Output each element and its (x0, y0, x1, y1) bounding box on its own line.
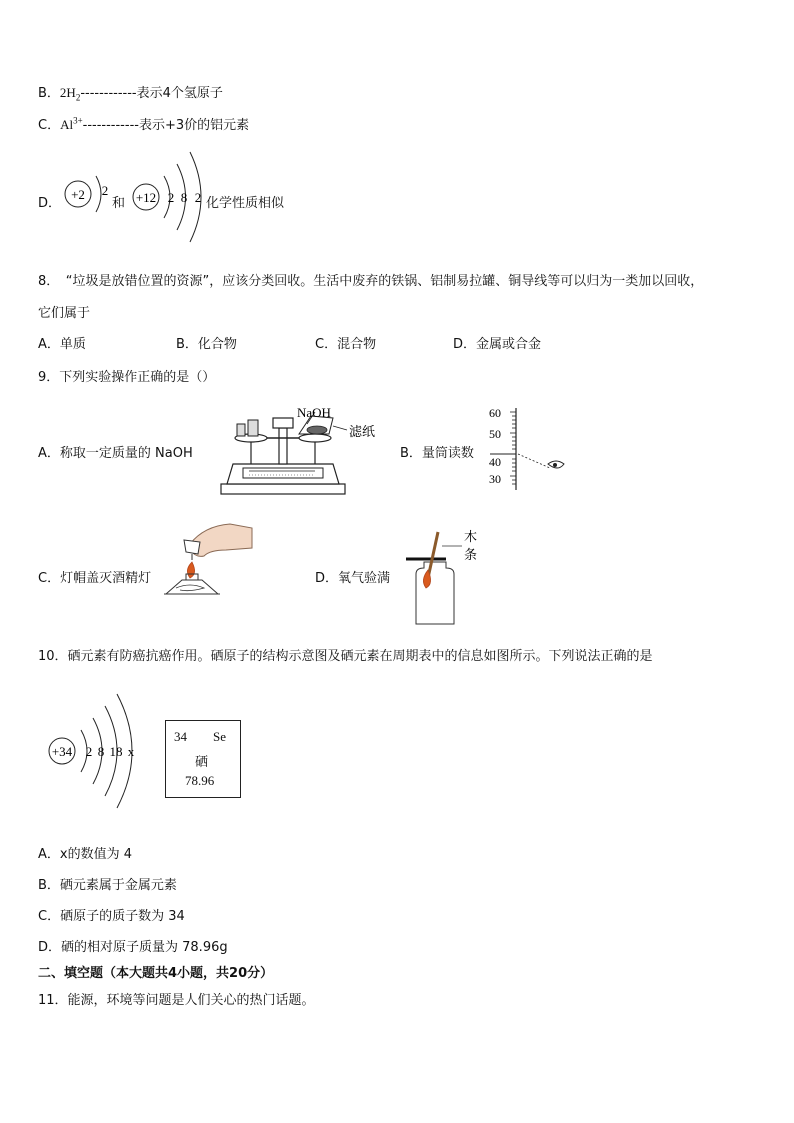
q8-option-a: A．单质 (38, 337, 86, 352)
option-desc: 表示+3价的铝元素 (138, 118, 250, 133)
q7-option-c (38, 114, 249, 133)
nucleus-charge: +12 (135, 190, 157, 205)
nucleus-charge: +34 (51, 744, 73, 759)
filter-paper-label: 滤纸 (349, 425, 376, 440)
formula (59, 85, 81, 103)
shell-electrons: 2 (194, 190, 202, 205)
formula-superscript: 3+ (73, 115, 83, 126)
graduated-cylinder-illustration (484, 404, 574, 494)
cylinder-tick-label: 60 (489, 406, 501, 420)
option-desc: 表示4个氢原子 (136, 86, 223, 101)
shell-electrons: 2 (167, 190, 175, 205)
q8-option-c: C．混合物 (315, 337, 377, 352)
q10-stem: 10．硒元素有防癌抗癌作用。硒原子的结构示意图及硒元素在周期表中的信息如图所示。下列说法正确的是 (38, 649, 653, 664)
atomic-number: 34 (174, 729, 187, 744)
shell-electrons: 8 (180, 190, 188, 205)
q9-option-b-label: B．量筒读数 (400, 446, 474, 461)
q9-option-d-label: D．氧气验满 (315, 571, 391, 586)
alcohol-lamp-illustration (160, 520, 255, 598)
element-symbol: Se (213, 729, 226, 744)
option-prefix: B． (38, 86, 60, 101)
shell-electrons: 8 (97, 744, 105, 759)
section-title: 二、填空题（本大题共4小题，共20分） (38, 966, 274, 981)
q8-stem-line2: 它们属于 (38, 306, 91, 321)
shell-electrons: 2 (85, 744, 93, 759)
q10-option-b: B．硒元素属于金属元素 (38, 878, 177, 893)
q8-stem-line1: 8． “垃圾是放错位置的资源”，应该分类回收。生活中废弃的铁锅、铝制易拉罐、铜导线等可以归为一类加以回收， (38, 274, 704, 289)
formula-subscript: 2 (75, 92, 81, 103)
periodic-table-cell (165, 720, 241, 798)
q10-option-d: D．硒的相对原子质量为 78.96g (38, 940, 228, 955)
q8-option-d: D．金属或合金 (453, 337, 542, 352)
q10-option-c: C．硒原子的质子数为 34 (38, 909, 185, 924)
gas-jar-illustration (400, 526, 490, 628)
q9-option-c-label: C．灯帽盖灭酒精灯 (38, 571, 152, 586)
q7-option-d-desc: 化学性质相似 (206, 196, 285, 211)
shell-electrons: 18 (109, 744, 123, 759)
cylinder-tick-label: 30 (489, 472, 501, 486)
cylinder-tick-label: 50 (489, 427, 501, 441)
q7-option-b (38, 82, 223, 103)
atom-diagrams-q7d (60, 148, 210, 244)
cylinder-tick-label: 40 (489, 455, 501, 469)
formula (60, 117, 83, 132)
stick-label-2: 条 (464, 548, 478, 563)
dashes: ------------ (80, 86, 137, 101)
formula-text: Al (60, 117, 74, 132)
q9-option-a-label: A．称取一定质量的 NaOH (38, 446, 193, 461)
nucleus-charge: +2 (71, 187, 85, 202)
and-word: 和 (112, 196, 126, 211)
q9-stem: 9．下列实验操作正确的是（） (38, 370, 216, 385)
atomic-mass: 78.96 (185, 773, 215, 788)
balance-illustration (215, 400, 395, 498)
formula-text: 2H (59, 85, 76, 100)
q11-stem: 11．能源，环境等问题是人们关心的热门话题。 (38, 993, 315, 1008)
dashes: ------------ (82, 118, 139, 133)
option-prefix: C． (38, 118, 61, 133)
electron-shell (96, 176, 101, 212)
stick-label-1: 木 (464, 530, 478, 545)
element-name: 硒 (195, 755, 209, 770)
selenium-atom-diagram (45, 690, 150, 810)
q7-option-d-prefix: D． (38, 196, 62, 211)
naoh-label: NaOH (297, 405, 331, 420)
q10-option-a: A．x的数值为 4 (38, 847, 132, 862)
q8-option-b: B．化合物 (176, 337, 237, 352)
shell-electrons: x (127, 744, 135, 759)
shell-electrons: 2 (101, 183, 109, 198)
